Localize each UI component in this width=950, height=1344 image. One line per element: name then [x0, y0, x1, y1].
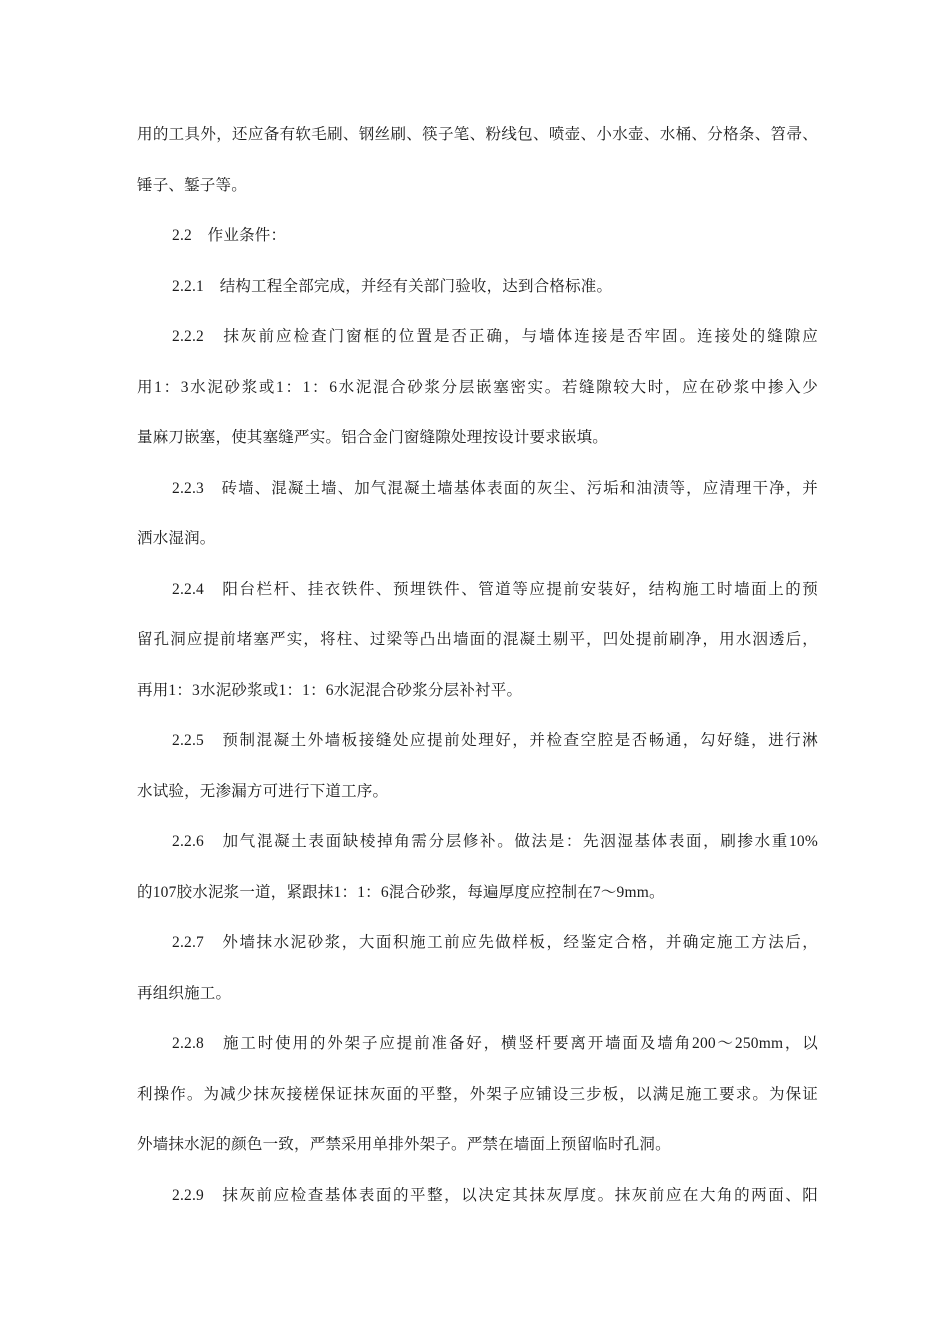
- section-heading-2-2: 2.2 作业条件：: [172, 227, 287, 244]
- clause-2-2-1: 2.2.1 结构工程全部完成，并经有关部门验收，达到合格标准。: [172, 277, 613, 295]
- document-text-block: [137, 110, 818, 1221]
- text-line: 锤子、錾子等。: [137, 176, 247, 194]
- text-line: 量麻刀嵌塞，使其塞缝严实。铝合金门窗缝隙处理按设计要求嵌填。: [137, 429, 609, 446]
- text-line: 再用1：3水泥砂浆或1：1：6水泥混合砂浆分层补衬平。: [137, 681, 523, 699]
- text-line: 水试验，无渗漏方可进行下道工序。: [137, 782, 389, 800]
- clause-2-2-6: 2.2.6 加气混凝土表面缺棱掉角需分层修补。做法是：先洇湿基体表面，刷掺水重10%: [172, 833, 818, 850]
- text-line: 留孔洞应提前堵塞严实，将柱、过梁等凸出墙面的混凝土剔平，凹处提前刷净，用水洇透后，: [137, 631, 818, 648]
- paragraph-continuation-line: 用的工具外，还应备有软毛刷、钢丝刷、筷子笔、粉线包、喷壶、小水壶、水桶、分格条、笤帚、: [137, 126, 818, 143]
- clause-2-2-4: 2.2.4 阳台栏杆、挂衣铁件、预埋铁件、管道等应提前安装好，结构施工时墙面上的预: [172, 580, 818, 598]
- text-line: 再组织施工。: [137, 984, 232, 1002]
- clause-2-2-3: 2.2.3 砖墙、混凝土墙、加气混凝土墙基体表面的灰尘、污垢和油渍等，应清理干净，并: [172, 479, 818, 497]
- clause-2-2-2: 2.2.2 抹灰前应检查门窗框的位置是否正确，与墙体连接是否牢固。连接处的缝隙应: [172, 328, 818, 345]
- clause-2-2-5: 2.2.5 预制混凝土外墙板接缝处应提前处理好，并检查空腔是否畅通，勾好缝，进行淋: [172, 732, 818, 749]
- text-line: 利操作。为减少抹灰接槎保证抹灰面的平整，外架子应铺设三步板，以满足施工要求。为保证: [137, 1085, 818, 1103]
- text-line: 洒水湿润。: [137, 530, 216, 547]
- clause-2-2-9: 2.2.9 抹灰前应检查基体表面的平整，以决定其抹灰厚度。抹灰前应在大角的两面、阳: [172, 1186, 818, 1204]
- clause-2-2-8: 2.2.8 施工时使用的外架子应提前准备好，横竖杆要离开墙面及墙角200～250mm，以: [172, 1035, 818, 1052]
- text-line: 的107胶水泥浆一道，紧跟抹1：1：6混合砂浆，每遍厚度应控制在7～9mm。: [137, 883, 665, 901]
- clause-2-2-7: 2.2.7 外墙抹水泥砂浆，大面积施工前应先做样板，经鉴定合格，并确定施工方法后，: [172, 934, 818, 951]
- text-line: 外墙抹水泥的颜色一致，严禁采用单排外架子。严禁在墙面上预留临时孔洞。: [137, 1136, 671, 1153]
- text-line: 用1：3水泥砂浆或1：1：6水泥混合砂浆分层嵌塞密实。若缝隙较大时，应在砂浆中掺入少: [137, 378, 818, 396]
